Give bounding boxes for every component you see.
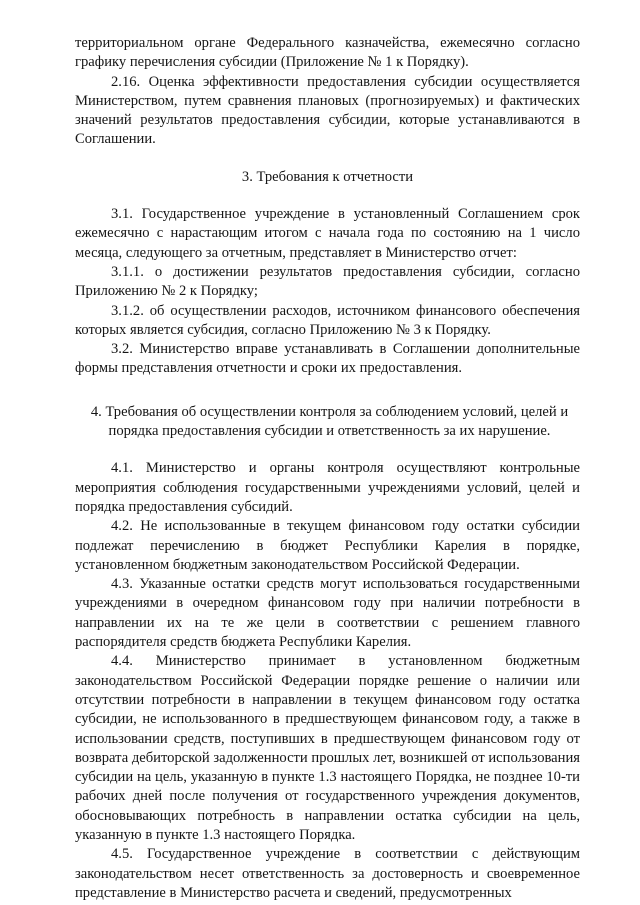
paragraph-3-2: 3.2. Министерство вправе устанавливать в Соглашении дополнительные формы представления отчетности и сроки их предоставления.: [75, 341, 580, 377]
paragraph-3-1-2: 3.1.2. об осуществлении расходов, источником финансового обеспечения которых является субсидия, согласно Приложению № 3 к Порядку.: [75, 302, 580, 338]
section-3-heading: 3. Требования к отчетности: [241, 168, 414, 185]
paragraph-4-5: 4.5. Государственное учреждение в соответствии с действующим законодательством несет ответственность за достоверность и своевременное представление в Министерство расчета и сведений, предусмотренных: [75, 846, 580, 901]
paragraph-4-2: 4.2. Не использованные в текущем финансовом году остатки субсидии подлежат перечислению в бюджет Республики Карелия в порядке, установленном бюджетным законодательством Российской Федерации.: [75, 518, 580, 573]
paragraph-continuation: территориальном органе Федерального казначейства, ежемесячно согласно графику перечисления субсидии (Приложение № 1 к Порядку).: [75, 35, 580, 71]
paragraph-4-1: 4.1. Министерство и органы контроля осуществляют контрольные мероприятия соблюдения государственными учреждениями условий, целей и порядка предоставления субсидий.: [75, 460, 580, 515]
section-4-heading: 4. Требования об осуществлении контроля за соблюдением условий, целей и порядка предоставления субсидии и ответственность за их нарушение.: [90, 403, 569, 440]
paragraph-3-1-1: 3.1.1. о достижении результатов предоставления субсидии, согласно Приложению № 2 к Порядку;: [75, 263, 580, 300]
paragraph-2-16: 2.16. Оценка эффективности предоставления субсидии осуществляется Министерством, путем сравнения плановых (прогнозируемых) и фактических значений результатов предоставления субсидии, которые устанавливаются в Соглашении.: [75, 73, 580, 148]
paragraph-4-3: 4.3. Указанные остатки средств могут использоваться государственными учреждениями в очередном финансовом году при наличии потребности в направлении их на те же цели в соответствии с решением главного распорядителя средств бюджета Республики Карелия.: [75, 576, 580, 651]
paragraph-3-1: 3.1. Государственное учреждение в установленный Соглашением срок ежемесячно с нарастающим итогом с начала года по состоянию на 1 число месяца, следующего за отчетным, представляет в Министерство отчет:: [75, 206, 580, 261]
paragraph-4-4: 4.4. Министерство принимает в установленном бюджетным законодательством Российской Федерации порядке решение о наличии или отсутствии потребности в направлении в текущем финансовом году остатка субсидии, не использованного в предшествующем финансовом году, а также в использовании средств, поступивших в предшествующем финансовом году от возврата дебиторской задолженности прошлых лет, возникшей от использования субсидии на цель, указанную в пункте 1.3 настоящего Порядка, не позднее 10-ти рабочих дней после получения от государственного учреждения документов, обосновывающих потребность в направлении остатка субсидии на цель, указанную в пункте 1.3 настоящего Порядка.: [75, 653, 580, 843]
